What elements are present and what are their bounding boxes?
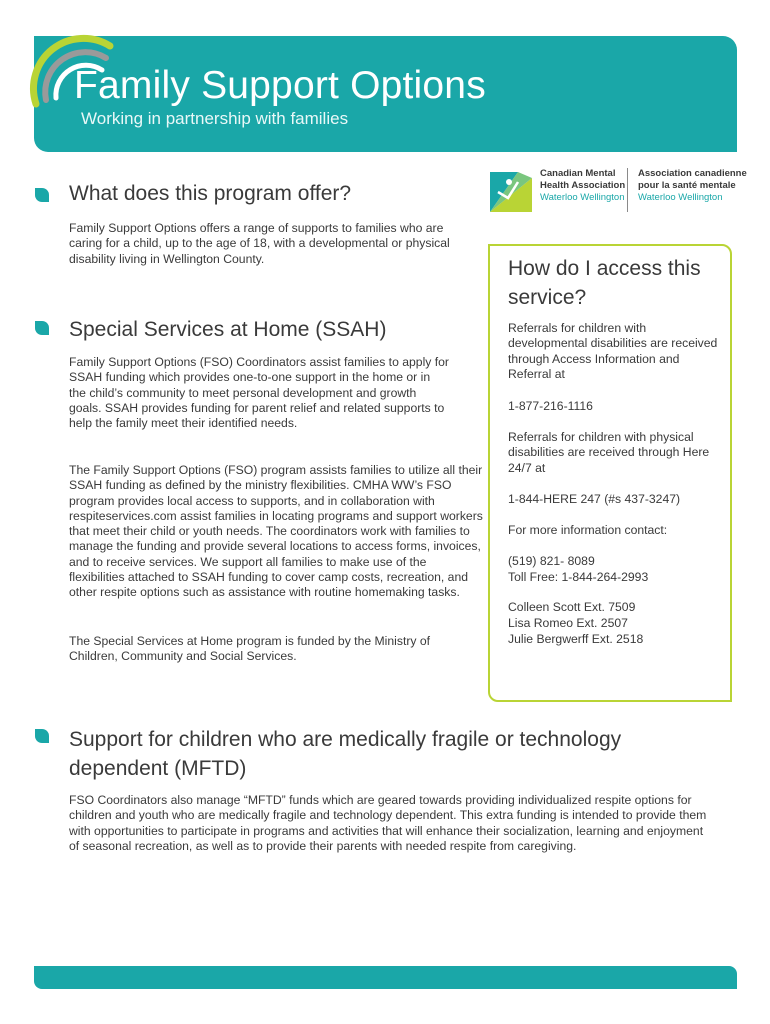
phone-physical: 1-844-HERE 247 (#s 437-3247): [508, 492, 681, 506]
section-heading-program: What does this program offer?: [69, 182, 352, 205]
access-heading: How do I access this service?: [508, 257, 701, 309]
cmha-name-english: Canadian Mental Health Association Waterloo Wellington: [540, 168, 626, 203]
ssah-paragraph-2: The Family Support Options (FSO) program assists families to utilize all their SSAH funding as defined by the ministry flexibilities. CMHA WW’s FSO program provides local access to supports, and in collaboration with respiteservices.com assist families in locating programs and support workers that meet their child or youth needs. The coordinators work with families to manage the funding and provide several locations to access forms, invoices, and to receive services. We support all families to make use of the flexibilities attached to SSAH funding to cover camp costs, recreation, and other respite options such as assistance with routine homemaking tasks.: [69, 463, 483, 600]
section-heading-ssah: Special Services at Home (SSAH): [69, 318, 387, 341]
referral-developmental-text: Referrals for children with developmental disabilities are received through Access Information and Referral at: [508, 321, 718, 382]
cmha-name-french: Association canadienne pour la santé mentale Waterloo Wellington: [638, 168, 747, 203]
phone-developmental: 1-877-216-1116: [508, 399, 593, 413]
contact-lisa: Lisa Romeo Ext. 2507: [508, 616, 628, 630]
section-heading-mftd: Support for children who are medically fragile or technology dependent (MFTD): [69, 728, 622, 780]
section-body-mftd: FSO Coordinators also manage “MFTD” funds which are geared towards providing individualized respite options for children and youth who are medically fragile and technology dependent. This extra funding is intended to provide them with opportunities to participate in programs and activities that will enhance their socialization, learning and enjoyment of seasonal recreation, as well as to provide their parents with needed respite from caregiving.: [69, 793, 707, 853]
page-subtitle: Working in partnership with families: [81, 109, 349, 128]
section-bullet-icon: [35, 729, 49, 743]
contact-colleen: Colleen Scott Ext. 7509: [508, 600, 636, 614]
section-body-program: Family Support Options offers a range of supports to families who are caring for a child, up to the age of 18, with a developmental or physical disability living in Wellington County.: [69, 221, 450, 266]
ssah-paragraph-1: Family Support Options (FSO) Coordinators assist families to apply for SSAH funding which provides one-to-one support in the home or in the child’s community to meet personal development and growth goals. SSAH provides funding for parent relief and related supports to help the family meet their identified needs.: [69, 355, 449, 431]
section-bullet-icon: [35, 321, 49, 335]
phone-main: (519) 821- 8089: [508, 554, 595, 568]
section-bullet-icon: [35, 188, 49, 202]
contact-julie: Julie Bergwerff Ext. 2518: [508, 632, 644, 646]
cmha-logo: [488, 164, 746, 220]
ssah-paragraph-3: The Special Services at Home program is funded by the Ministry of Children, Community and Social Services.: [69, 634, 431, 664]
footer-band: [34, 966, 737, 989]
more-info-label: For more information contact:: [508, 523, 668, 537]
page-title: Family Support Options: [74, 64, 486, 107]
phone-toll-free: Toll Free: 1-844-264-2993: [508, 570, 649, 584]
cmha-mark-icon: [488, 168, 534, 214]
referral-physical-text: Referrals for children with physical disabilities are received through Here 24/7 at: [508, 430, 710, 475]
logo-divider: [627, 168, 628, 212]
